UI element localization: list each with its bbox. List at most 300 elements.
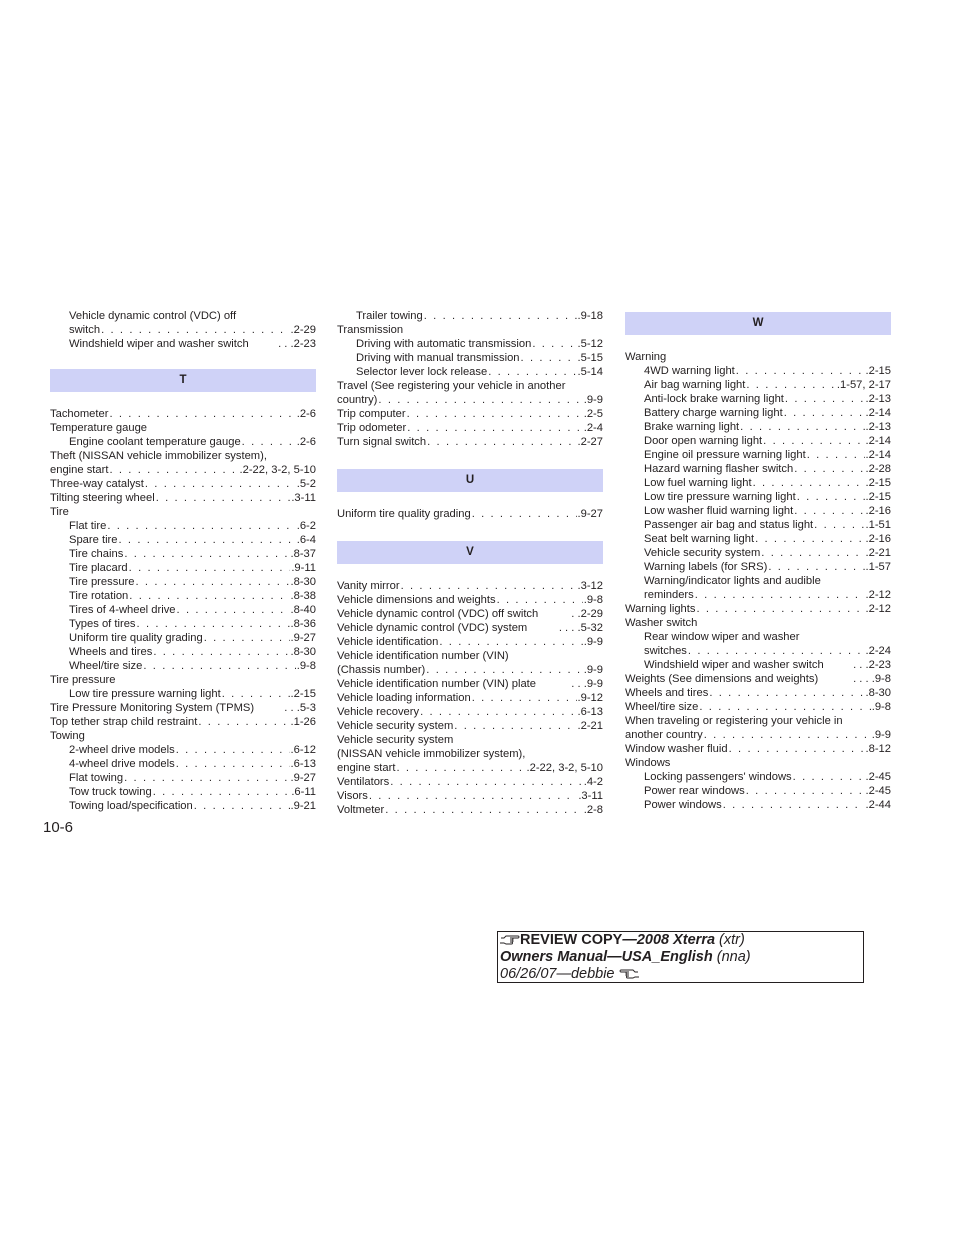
index-list [625,350,891,812]
index-entry-term: Tachometer [50,408,109,420]
index-entry [625,714,891,728]
index-entry-page-ref: .2-14 [865,407,891,419]
index-entry-term: Spare tire [69,534,118,546]
index-entry-term: reminders [644,589,694,601]
index-entry-term: Wheels and tires [625,687,709,699]
index-entry-term: Vehicle security system [337,734,454,746]
index-entry-page-ref: . . .9-9 [571,678,603,690]
index-entry [625,490,891,504]
index-entry-term: 4-wheel drive models [69,758,175,770]
index-entry-page-ref: .6-13 [577,706,603,718]
index-entry-term: Warning lights [625,603,696,615]
index-entry-term: Transmission [337,324,404,336]
index-entry-page-ref: . . .2-23 [853,659,891,671]
index-entry [50,463,316,477]
index-entry-page-ref: .9-11 [291,562,316,574]
index-entry-term: Vehicle loading information [337,692,471,704]
index-entry-page-ref: .5-2 [296,478,316,490]
index-entry-term: Seat belt warning light [644,533,755,545]
index-entry-page-ref: .5-12 [577,338,603,350]
index-entry-page-ref: .2-15 [290,688,316,700]
index-entry [337,421,603,435]
index-entry-term: Flat towing [69,772,124,784]
index-entry-term: Warning [625,351,667,363]
index-entry-page-ref: .2-6 [296,408,316,420]
index-entry-term: another country [625,729,703,741]
index-entry [337,677,603,691]
index-entry-term: Top tether strap child restraint [50,716,198,728]
index-entry [625,588,891,602]
index-entry-term: Tire placard [69,562,128,574]
index-entry-page-ref: .6-13 [290,758,316,770]
index-entry-page-ref: .2-15 [865,491,891,503]
index-entry-term: Low washer fluid warning light [644,505,794,517]
index-entry-term: Low tire pressure warning light [69,688,221,700]
index-entry-page-ref: .9-27 [577,508,603,520]
review-model: —2008 Xterra [622,932,716,948]
index-entry-page-ref: .2-16 [865,505,891,517]
review-date-author: 06/26/07—debbie [500,966,615,982]
index-entry [50,757,316,771]
section-header-w: W [625,312,891,335]
dot-leader [396,761,525,775]
index-entry [50,617,316,631]
index-entry [50,659,316,673]
dot-leader [454,719,576,733]
dot-leader [709,686,864,700]
index-entry-term: Low fuel warning light [644,477,752,489]
dot-leader [222,687,290,701]
index-entry-page-ref: .2-5 [583,408,603,420]
index-entry-page-ref: .2-28 [865,463,891,475]
dot-leader [688,644,865,658]
index-entry-page-ref: . .2-29 [571,608,603,620]
index-entry-term: Trip computer [337,408,406,420]
index-entry-term: Engine coolant temperature gauge [69,436,241,448]
index-entry [625,420,891,434]
index-list [50,309,316,351]
index-entry [337,507,603,521]
index-entry-page-ref: .2-45 [865,785,891,797]
index-entry [50,337,316,351]
index-entry [625,770,891,784]
index-entry-term: (Chassis number) [337,664,426,676]
index-entry-term: Power windows [644,799,722,811]
index-entry [625,644,891,658]
index-entry-page-ref: .9-8 [296,660,316,672]
index-entry-term: Towing [50,730,85,742]
index-entry-term: Temperature gauge [50,422,148,434]
index-entry [337,663,603,677]
dot-leader [109,407,295,421]
index-entry-term: Washer switch [625,617,698,629]
index-entry [337,789,603,803]
index-entry [337,621,603,635]
index-entry-page-ref: .6-2 [296,520,316,532]
index-entry [337,407,603,421]
dot-leader [420,705,576,719]
index-entry-term: Door open warning light [644,435,763,447]
index-entry [337,719,603,733]
index-entry-term: Battery charge warning light [644,407,783,419]
index-entry-term: Trip odometer [337,422,407,434]
index-entry-page-ref: .8-30 [290,646,316,658]
index-entry-term: switches [644,645,687,657]
index-entry [50,673,316,687]
index-entry [337,649,603,663]
index-entry [337,379,603,393]
dot-leader [532,337,576,351]
index-entry-page-ref: .9-9 [583,664,603,676]
index-entry-term: Tire pressure [69,576,135,588]
index-entry [50,701,316,715]
dot-leader [753,476,865,490]
index-entry [50,435,316,449]
index-entry-term: Travel (See registering your vehicle in another [337,380,566,392]
dot-leader [385,803,582,817]
index-entry-page-ref: .1-51 [865,519,891,531]
index-entry-page-ref: .8-30 [865,687,891,699]
index-entry-term: Tire rotation [69,590,129,602]
dot-leader [177,603,290,617]
index-entry-term: Towing load/specification [69,800,193,812]
index-entry [50,407,316,421]
index-entry-term: Vehicle security system [337,720,454,732]
index-entry-page-ref: .1-57 [865,561,891,573]
index-list [337,309,603,449]
dot-leader [472,691,577,705]
dot-leader [137,617,290,631]
index-entry-page-ref: .9-27 [290,772,316,784]
index-entry-term: Tilting steering wheel [50,492,155,504]
index-entry [625,350,891,364]
index-entry [625,798,891,812]
index-entry-term: Vehicle recovery [337,706,420,718]
index-entry-term: Vehicle dynamic control (VDC) system [337,622,528,634]
index-entry-term: Tires of 4-wheel drive [69,604,176,616]
index-entry [337,351,603,365]
dot-leader [407,421,582,435]
index-entry-term: Turn signal switch [337,436,427,448]
index-entry [337,705,603,719]
index-entry-page-ref: .2-12 [865,603,891,615]
index-entry [625,686,891,700]
dot-leader [699,700,870,714]
dot-leader [194,799,290,813]
index-entry-page-ref: . . . .5-32 [558,622,603,634]
index-entry [625,560,891,574]
index-entry [337,803,603,817]
index-entry-term: Windows [625,757,671,769]
index-entry-page-ref: .2-14 [865,449,891,461]
index-entry-page-ref: .2-22, 3-2, 5-10 [526,762,603,774]
index-entry-page-ref: .2-4 [583,422,603,434]
index-entry-term: Tire Pressure Monitoring System (TPMS) [50,702,255,714]
review-manual-code: (nna) [712,949,751,965]
index-entry-term: Flat tire [69,520,107,532]
index-entry [50,785,316,799]
section-header-t: T [50,369,316,392]
index-entry-page-ref: .8-37 [290,548,316,560]
index-entry-page-ref: .2-15 [865,477,891,489]
dot-leader [784,406,865,420]
index-entry [625,602,891,616]
index-entry-page-ref: .2-29 [290,324,316,336]
index-entry [625,574,891,588]
index-entry-term: Types of tires [69,618,136,630]
dot-leader [704,728,871,742]
index-entry [50,323,316,337]
index-entry-page-ref: .6-4 [296,534,316,546]
index-entry-page-ref: .4-2 [583,776,603,788]
index-entry-term: Locking passengers' windows [644,771,792,783]
index-entry-term: Vehicle identification number (VIN) [337,650,509,662]
index-list [337,579,603,817]
dot-leader [761,546,864,560]
index-entry [625,672,891,686]
index-entry-page-ref: .1-26 [290,716,316,728]
index-entry-term: engine start [50,464,109,476]
dot-leader [143,659,295,673]
review-copy-box [497,931,864,983]
index-entry [337,775,603,789]
index-entry-term: Wheel/tire size [625,701,699,713]
dot-leader [101,323,289,337]
index-entry-page-ref: .8-40 [290,604,316,616]
index-entry [625,462,891,476]
index-entry [337,635,603,649]
index-entry-page-ref: .9-12 [577,692,603,704]
index-entry-term: Low tire pressure warning light [644,491,796,503]
index-entry-term: Tire pressure [50,674,116,686]
review-copy-label: REVIEW COPY [520,932,623,948]
index-entry [337,691,603,705]
index-entry-page-ref: .2-13 [865,393,891,405]
dot-leader [107,519,295,533]
dot-leader [794,504,864,518]
index-entry-term: Visors [337,790,368,802]
index-entry [625,378,891,392]
index-entry-page-ref: .9-9 [583,394,603,406]
index-entry-page-ref: .2-6 [296,436,316,448]
dot-leader [136,575,290,589]
index-entry-term: Theft (NISSAN vehicle immobilizer system), [50,450,267,462]
page-number: 10-6 [43,819,74,836]
index-entry-page-ref: . . .5-3 [284,702,316,714]
dot-leader [439,635,582,649]
index-entry-page-ref: .9-18 [577,310,603,322]
dot-leader [198,715,289,729]
index-entry [50,533,316,547]
dot-leader [814,518,864,532]
dot-leader [793,770,865,784]
dot-leader [204,631,290,645]
index-entry-page-ref: .2-12 [865,589,891,601]
index-entry-term: Hazard warning flasher switch [644,463,794,475]
index-column-1 [50,309,316,813]
dot-leader [807,448,865,462]
index-entry-page-ref: .3-11 [578,790,603,802]
index-entry [625,434,891,448]
index-entry-page-ref: .2-45 [865,771,891,783]
index-entry-term: country) [337,394,378,406]
index-entry [50,771,316,785]
dot-leader [736,364,865,378]
dot-leader [763,434,864,448]
index-column-2 [337,309,603,817]
index-entry-term: Window washer fluid [625,743,728,755]
index-entry-page-ref: .2-22, 3-2, 5-10 [239,464,316,476]
dot-leader [124,771,289,785]
index-entry-page-ref: .5-15 [577,352,603,364]
index-entry-term: Rear window wiper and washer [644,631,800,643]
dot-leader [696,602,864,616]
index-entry-term: Trailer towing [356,310,423,322]
index-entry-term: Passenger air bag and status light [644,519,814,531]
dot-leader [242,435,296,449]
index-entry [625,784,891,798]
index-entry-term: Selector lever lock release [356,366,488,378]
index-entry [337,579,603,593]
index-entry-page-ref: .2-13 [865,421,891,433]
dot-leader [369,789,577,803]
dot-leader [145,477,296,491]
index-entry [337,393,603,407]
index-entry [337,435,603,449]
index-entry [50,561,316,575]
index-entry [50,547,316,561]
dot-leader [129,561,291,575]
index-list [337,507,603,521]
index-entry-page-ref: .8-30 [290,576,316,588]
index-entry-term: Warning/indicator lights and audible [644,575,821,587]
index-entry [50,631,316,645]
index-entry [625,728,891,742]
index-entry [337,761,603,775]
index-entry [50,603,316,617]
index-entry [337,607,603,621]
dot-leader [153,785,291,799]
review-model-code: (xtr) [715,932,745,948]
index-entry-term: Driving with automatic transmission [356,338,532,350]
index-column-3 [625,309,891,812]
index-entry [50,309,316,323]
dot-leader [497,593,583,607]
index-entry-term: Air bag warning light [644,379,746,391]
index-entry [50,729,316,743]
index-entry [625,616,891,630]
index-entry [337,593,603,607]
index-entry-page-ref: .2-24 [865,645,891,657]
index-entry-page-ref: .6-12 [290,744,316,756]
index-entry-page-ref: .2-8 [583,804,603,816]
index-entry-term: Wheel/tire size [69,660,143,672]
section-header-v: V [337,541,603,564]
index-entry [625,700,891,714]
index-entry [625,504,891,518]
index-entry-term: switch [69,324,101,336]
index-entry-page-ref: .9-27 [290,632,316,644]
dot-leader [729,742,865,756]
dot-leader [785,392,865,406]
index-entry [625,546,891,560]
index-entry-page-ref: .8-36 [290,618,316,630]
index-entry [625,406,891,420]
index-entry [337,365,603,379]
dot-leader [746,784,865,798]
index-entry-term: Vehicle dimensions and weights [337,594,496,606]
index-entry-term: engine start [337,762,396,774]
index-entry [625,476,891,490]
index-entry [337,323,603,337]
index-entry-page-ref: .2-21 [865,547,891,559]
index-entry-page-ref: .9-9 [871,729,891,741]
index-entry [50,645,316,659]
index-entry-term: Vehicle security system [644,547,761,559]
index-entry-term: Vehicle dynamic control (VDC) off switch [337,608,539,620]
index-entry [50,575,316,589]
index-entry-term: Anti-lock brake warning light [644,393,784,405]
dot-leader [119,533,296,547]
index-entry-term: Vehicle identification [337,636,439,648]
index-entry-page-ref: .9-8 [583,594,603,606]
index-entry-page-ref: .2-21 [577,720,603,732]
index-entry-term: Vanity mirror [337,580,400,592]
index-entry [625,532,891,546]
index-entry [337,337,603,351]
dot-leader [695,588,865,602]
index-list [50,407,316,813]
index-entry-term: Uniform tire quality grading [337,508,471,520]
index-entry [50,799,316,813]
index-entry [625,518,891,532]
index-entry [337,747,603,761]
index-entry-page-ref: .2-27 [577,436,603,448]
index-entry [625,448,891,462]
dot-leader [176,743,290,757]
index-entry-page-ref: .9-8 [871,701,891,713]
dot-leader [797,490,865,504]
dot-leader [740,420,864,434]
index-entry-page-ref: .6-11 [291,786,316,798]
index-entry-page-ref: .2-44 [865,799,891,811]
index-entry [50,449,316,463]
index-entry [50,743,316,757]
index-entry-page-ref: . . . .9-8 [853,673,891,685]
pointing-hand-left-icon [619,969,639,980]
dot-leader [401,579,577,593]
dot-leader [488,365,576,379]
dot-leader [472,507,577,521]
index-entry [625,392,891,406]
index-entry-term: Ventilators [337,776,390,788]
index-entry-term: Vehicle identification number (VIN) plate [337,678,536,690]
dot-leader [521,351,577,365]
index-entry-page-ref: .9-21 [290,800,316,812]
index-entry [625,364,891,378]
index-entry [50,715,316,729]
index-entry-term: Windshield wiper and washer switch [644,659,824,671]
dot-leader [153,645,289,659]
index-entry-term: Voltmeter [337,804,385,816]
pointing-hand-right-icon [500,935,520,946]
index-entry-term: Tow truck towing [69,786,152,798]
index-entry-page-ref: .8-38 [290,590,316,602]
index-entry-page-ref: .5-14 [577,366,603,378]
index-entry-term: Vehicle dynamic control (VDC) off [69,310,237,322]
index-entry [625,630,891,644]
index-entry-term: Tire chains [69,548,124,560]
